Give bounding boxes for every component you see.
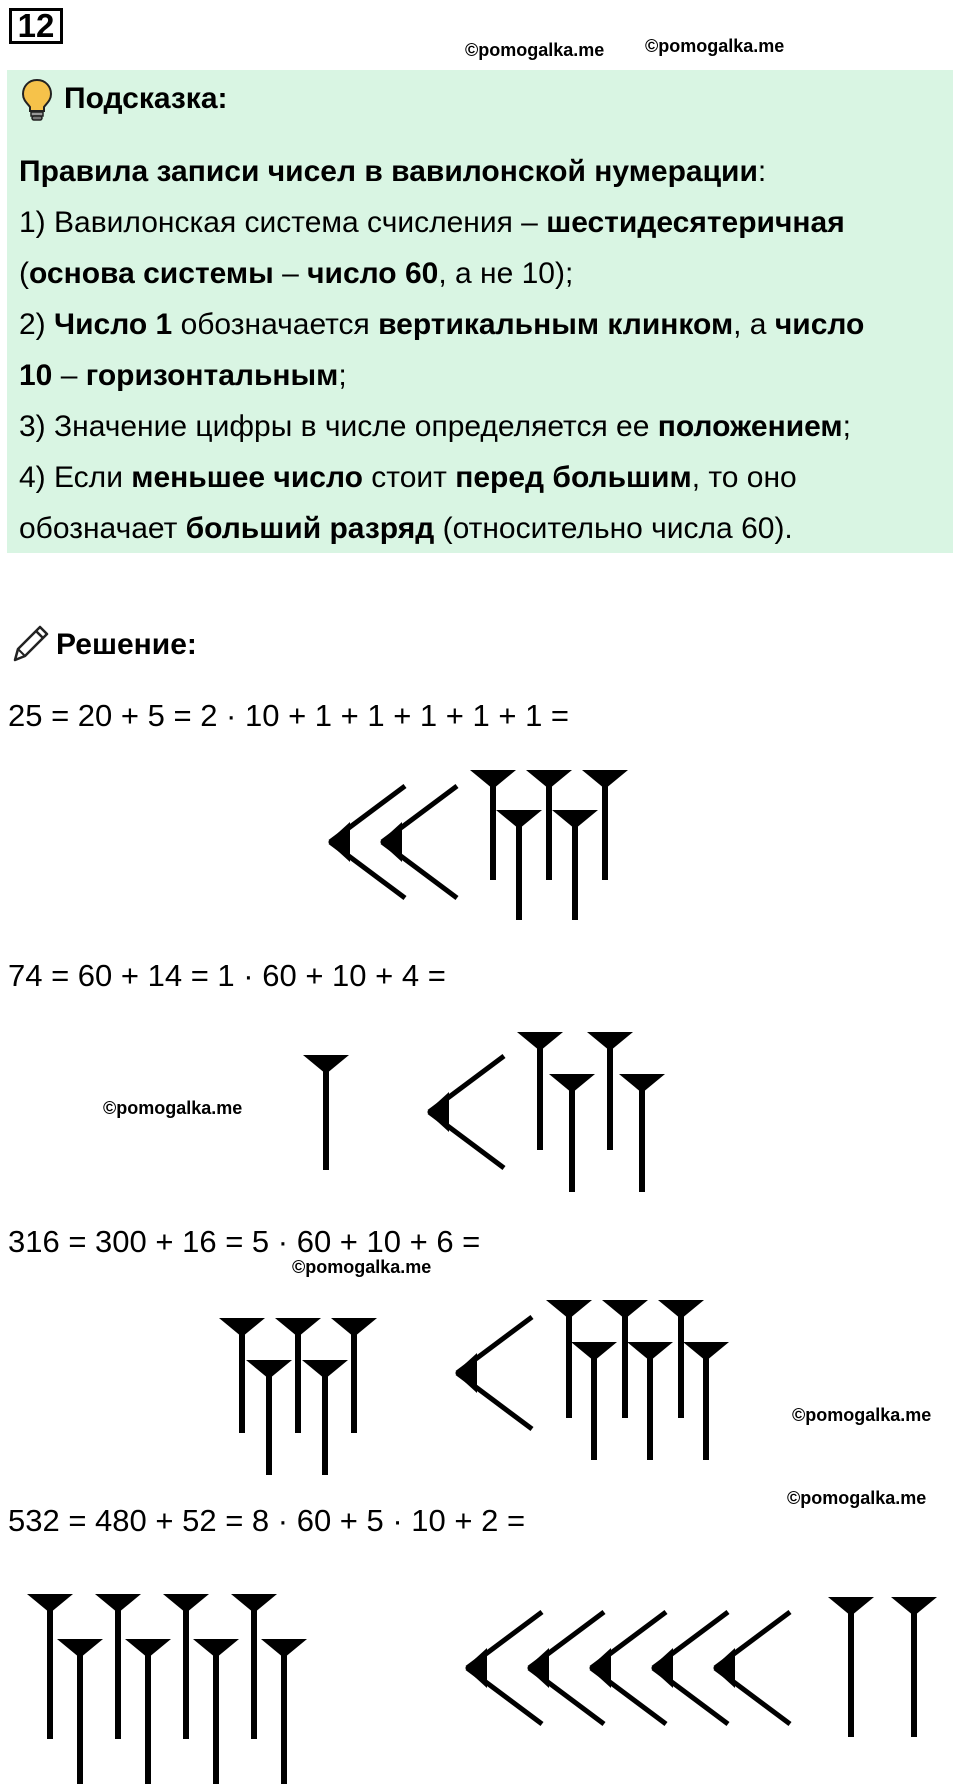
wedge-stem: [647, 1348, 653, 1460]
hint-text: (: [19, 257, 29, 290]
wedge-stem: [546, 776, 552, 880]
hint-text: 1) Вавилонская система счисления –: [19, 206, 547, 239]
wedge-stem: [266, 1366, 272, 1475]
wedge-stem: [848, 1603, 854, 1737]
wedge-arm: [653, 1668, 728, 1724]
wedge-arm: [591, 1612, 666, 1668]
wedge-arm: [457, 1373, 532, 1429]
hint-bold-text: горизонтальным: [85, 359, 339, 392]
hint-bold-text: положением: [657, 410, 843, 443]
watermark: ©pomogalka.me: [465, 40, 605, 60]
wedge-arm: [467, 1668, 542, 1724]
hint-bold-text: шестидесятеричная: [546, 206, 845, 239]
sixty-wedge: [331, 1318, 377, 1433]
solution-title: Решение:: [56, 628, 197, 661]
one-wedge: [891, 1597, 937, 1737]
wedge-stem: [115, 1600, 121, 1739]
wedge-arm: [653, 1612, 728, 1668]
one-wedge: [683, 1342, 729, 1460]
wedge-stem: [703, 1348, 709, 1460]
hint-text: 3) Значение цифры в числе определяется ее: [19, 410, 658, 443]
sixty-wedge: [125, 1639, 171, 1784]
hint-bold-text: меньшее число: [131, 461, 363, 494]
hint-text: 4) Если: [19, 461, 132, 494]
sixty-wedge: [275, 1318, 321, 1433]
hint-text: ;: [842, 410, 851, 443]
wedge-stem: [516, 816, 522, 920]
hint-bold-text: Правила записи чисел в вавилонской нумерации: [19, 155, 758, 188]
wedge-arm: [457, 1317, 532, 1373]
one-wedge: [582, 770, 628, 880]
ten-wedge: [455, 1317, 532, 1429]
wedge-arm: [715, 1612, 790, 1668]
wedge-stem: [607, 1038, 613, 1150]
hint-text: , а не 10);: [438, 257, 574, 290]
wedge-stem: [183, 1600, 189, 1739]
wedge-stem: [145, 1645, 151, 1784]
sixty-wedge: [163, 1594, 209, 1739]
equation-25: 25 = 20 + 5 = 2 · 10 + 1 + 1 + 1 + 1 + 1 =: [8, 698, 570, 733]
sixty-wedge: [303, 1055, 349, 1170]
sixty-wedge: [302, 1360, 348, 1475]
wedge-stem: [678, 1306, 684, 1418]
wedge-stem: [622, 1306, 628, 1418]
sixty-wedge: [231, 1594, 277, 1739]
one-wedge: [619, 1074, 665, 1192]
wedge-stem: [47, 1600, 53, 1739]
ten-wedge: [380, 786, 457, 898]
wedge-arm: [529, 1612, 604, 1668]
sixty-wedge: [246, 1360, 292, 1475]
wedge-stem: [351, 1324, 357, 1433]
one-wedge: [546, 1300, 592, 1418]
wedge-stem: [251, 1600, 257, 1739]
sixty-wedge: [261, 1639, 307, 1784]
wedge-stem: [566, 1306, 572, 1418]
hint-text: (относительно числа 60).: [434, 512, 793, 545]
sixty-wedge: [27, 1594, 73, 1739]
wedge-stem: [295, 1324, 301, 1433]
wedge-stem: [490, 776, 496, 880]
watermark: ©pomogalka.me: [292, 1257, 432, 1277]
ten-wedge: [713, 1612, 790, 1724]
hint-title: Подсказка:: [64, 82, 228, 115]
watermark: ©pomogalka.me: [645, 36, 785, 56]
one-wedge: [571, 1342, 617, 1460]
hint-bold-text: 10: [19, 359, 53, 392]
wedge-stem: [213, 1645, 219, 1784]
hint-text: :: [757, 155, 767, 188]
wedge-stem: [77, 1645, 83, 1784]
equation-532: 532 = 480 + 52 = 8 · 60 + 5 · 10 + 2 =: [8, 1503, 526, 1538]
hint-text: , а: [733, 308, 775, 341]
hint-bold-text: перед большим: [455, 461, 692, 494]
hint-text: , то оно: [691, 461, 797, 494]
hint-text: стоит: [362, 461, 456, 494]
hint-text: обозначает: [19, 512, 186, 545]
hint-bold-text: число 60: [307, 257, 439, 290]
wedge-stem: [591, 1348, 597, 1460]
one-wedge: [552, 810, 598, 920]
one-wedge: [517, 1032, 563, 1150]
sixty-wedge: [219, 1318, 265, 1433]
wedge-stem: [602, 776, 608, 880]
wedge-arm: [429, 1112, 504, 1168]
hint-bold-text: число: [774, 308, 865, 341]
one-wedge: [602, 1300, 648, 1418]
wedge-arm: [429, 1056, 504, 1112]
ten-wedge: [427, 1056, 504, 1168]
sixty-wedge: [193, 1639, 239, 1784]
hint-bold-text: вертикальным клинком: [378, 308, 734, 341]
wedge-stem: [322, 1366, 328, 1475]
hint-text: обозначается: [172, 308, 379, 341]
wedge-stem: [281, 1645, 287, 1784]
hint-bold-text: основа системы: [29, 257, 274, 290]
watermark: ©pomogalka.me: [792, 1405, 932, 1425]
hint-text: –: [273, 257, 308, 290]
wedge-arm: [715, 1668, 790, 1724]
hint-bold-text: Число 1: [54, 308, 173, 341]
wedge-arm: [529, 1668, 604, 1724]
wedge-arm: [591, 1668, 666, 1724]
hint-text: 2): [19, 308, 55, 341]
equation-316: 316 = 300 + 16 = 5 · 60 + 10 + 6 =: [8, 1224, 481, 1259]
one-wedge: [470, 770, 516, 880]
watermark: ©pomogalka.me: [103, 1098, 243, 1118]
equation-74: 74 = 60 + 14 = 1 · 60 + 10 + 4 =: [8, 958, 446, 993]
one-wedge: [526, 770, 572, 880]
wedge-stem: [911, 1603, 917, 1737]
wedge-stem: [239, 1324, 245, 1433]
wedge-stem: [639, 1080, 645, 1192]
watermark: ©pomogalka.me: [787, 1488, 927, 1508]
one-wedge: [828, 1597, 874, 1737]
one-wedge: [496, 810, 542, 920]
task-number: 12: [9, 8, 63, 44]
one-wedge: [549, 1074, 595, 1192]
sixty-wedge: [57, 1639, 103, 1784]
wedge-stem: [323, 1061, 329, 1170]
hint-text: –: [52, 359, 86, 392]
wedge-stem: [572, 816, 578, 920]
wedge-stem: [537, 1038, 543, 1150]
wedge-stem: [569, 1080, 575, 1192]
sixty-wedge: [95, 1594, 141, 1739]
one-wedge: [627, 1342, 673, 1460]
one-wedge: [658, 1300, 704, 1418]
hint-text: ;: [338, 359, 347, 392]
one-wedge: [587, 1032, 633, 1150]
hint-bold-text: больший разряд: [185, 512, 435, 545]
wedge-arm: [467, 1612, 542, 1668]
